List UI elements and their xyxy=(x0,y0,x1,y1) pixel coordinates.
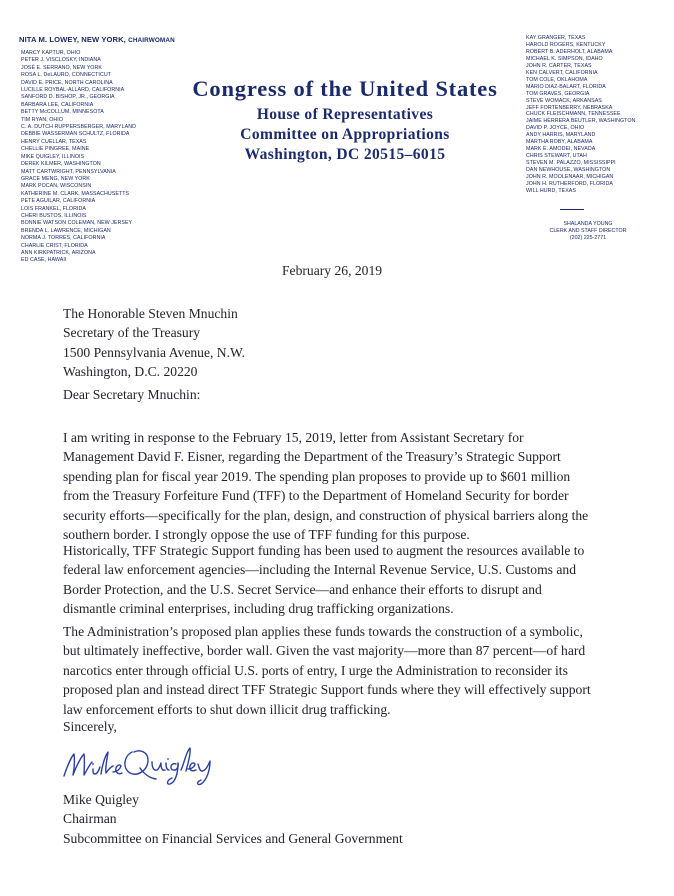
member-name: MIKE QUIGLEY, ILLINOIS xyxy=(21,153,85,160)
address-line: Washington, D.C. 20220 xyxy=(63,363,198,379)
paragraph-line: proposed plan and instead direct TFF Strategic Support funds where they will effectively support xyxy=(63,682,591,698)
paragraph-2 xyxy=(63,541,633,619)
member-name: MARIO DIAZ-BALART, FLORIDA xyxy=(526,83,606,90)
member-name: ANDY HARRIS, MARYLAND xyxy=(526,132,596,139)
member-name: LUCILLE ROYBAL-ALLARD, CALIFORNIA xyxy=(21,87,125,94)
member-name: BETTY McCOLLUM, MINNESOTA xyxy=(21,109,104,116)
clerk-title: CLERK AND STAFF DIRECTOR xyxy=(549,228,627,235)
chairwoman-line xyxy=(19,35,219,44)
letter-date: February 26, 2019 xyxy=(282,263,383,278)
member-name: MARK E. AMODEI, NEVADA xyxy=(526,146,596,153)
member-name: PETER J. VISCLOSKY, INDIANA xyxy=(21,57,101,64)
member-name: BONNIE WATSON COLEMAN, NEW JERSEY xyxy=(21,220,133,227)
member-name: STEVE WOMACK, ARKANSAS xyxy=(526,97,602,104)
paragraph-line: I am writing in response to the February 15, 2019, letter from Assistant Secretary for xyxy=(63,430,524,445)
signer-title: Chairman xyxy=(63,811,117,827)
member-name: KEN CALVERT, CALIFORNIA xyxy=(526,69,598,76)
address-line: The Honorable Steven Mnuchin xyxy=(63,306,238,321)
member-name: MARCY KAPTUR, OHIO xyxy=(21,50,81,56)
clerk-block xyxy=(526,221,650,243)
member-name: PETE AGUILAR, CALIFORNIA xyxy=(21,198,96,205)
recipient-address xyxy=(63,304,245,381)
closing: Sincerely, xyxy=(63,719,117,734)
paragraph-line: but ultimately ineffective, border wall. Given the vast majority—more than 87 percent—of hard xyxy=(63,643,586,659)
member-name: CHUCK FLEISCHMANN, TENNESSEE xyxy=(526,111,621,118)
paragraph-line: The Administration’s proposed plan applies these funds towards the construction of a symbolic, xyxy=(63,624,583,639)
member-name: ANN KIRKPATRICK, ARIZONA xyxy=(21,249,96,256)
paragraph-3 xyxy=(63,622,633,719)
member-name: C. A. DUTCH RUPPERSBERGER, MARYLAND xyxy=(21,124,136,131)
paragraph-line: Historically, TFF Strategic Support funding has been used to augment the resources available to xyxy=(63,543,585,558)
letterhead-masthead xyxy=(180,76,510,165)
member-name: HAROLD ROGERS, KENTUCKY xyxy=(526,41,606,48)
member-name: TOM GRAVES, GEORGIA xyxy=(526,90,590,97)
member-name: DAN NEWHOUSE, WASHINGTON xyxy=(526,167,611,174)
clerk-name: SHALANDA YOUNG xyxy=(563,220,613,227)
signer-name: Mike Quigley xyxy=(63,792,139,807)
chairwoman-title: CHAIRWOMAN xyxy=(128,37,175,44)
address-heading: Washington, DC 20515–6015 xyxy=(244,146,446,163)
member-name: KATHERINE M. CLARK, MASSACHUSETTS xyxy=(21,190,130,197)
salutation: Dear Secretary Mnuchin: xyxy=(63,387,201,402)
house-heading: House of Representatives xyxy=(256,106,434,123)
paragraph-1 xyxy=(63,428,633,544)
member-name: MATT CARTWRIGHT, PENNSYLVANIA xyxy=(21,168,116,175)
address-line: 1500 Pennsylvania Avenue, N.W. xyxy=(63,344,245,360)
paragraph-line: southern border. I strongly oppose the use of TFF funding for this purpose. xyxy=(63,527,470,543)
member-name: WILL HURD, TEXAS xyxy=(526,187,576,194)
member-name: SANFORD D. BISHOP, JR., GEORGIA xyxy=(21,94,115,101)
member-name: DAVID P. JOYCE, OHIO xyxy=(526,125,585,132)
member-name: STEVEN M. PALAZZO, MISSISSIPPI xyxy=(526,160,616,167)
member-name: GRACE MENG, NEW YORK xyxy=(21,175,90,182)
paragraph-line: Border Protection, and the U.S. Secret Service—and enhance their efforts to disrupt and xyxy=(63,581,542,597)
chairwoman-name: NITA M. LOWEY, NEW YORK, xyxy=(19,35,126,44)
paragraph-line: security efforts—specifically for the plan, design, and construction of physical barriers along the xyxy=(63,507,589,523)
member-name: HENRY CUELLAR, TEXAS xyxy=(21,138,87,145)
member-name: JEFF FORTENBERRY, NEBRASKA xyxy=(526,104,613,111)
member-name: JOHN R. CARTER, TEXAS xyxy=(526,62,592,69)
member-name: DEBBIE WASSERMAN SCHULTZ, FLORIDA xyxy=(21,131,130,138)
member-name: NORMA J. TORRES, CALIFORNIA xyxy=(21,235,106,242)
letterhead-right-column xyxy=(526,35,671,243)
paragraph-line: dismantle criminal enterprises, including drug trafficking organizations. xyxy=(63,601,454,617)
member-name: DEREK KILMER, WASHINGTON xyxy=(21,161,101,168)
signature-block xyxy=(63,790,403,848)
member-name: JOSÉ E. SERRANO, NEW YORK xyxy=(21,64,102,71)
member-name: LOIS FRANKEL, FLORIDA xyxy=(21,205,86,212)
congress-heading: Congress of the United States xyxy=(192,76,498,101)
committee-heading: Committee on Appropriations xyxy=(240,126,450,143)
handwritten-signature xyxy=(60,742,250,788)
member-name: CHRIS STEWART, UTAH xyxy=(526,153,587,160)
member-name: BRENDA L. LAWRENCE, MICHIGAN xyxy=(21,227,111,234)
member-name: TOM COLE, OKLAHOMA xyxy=(526,76,588,83)
member-name: ROSA L. DeLAURO, CONNECTICUT xyxy=(21,72,111,79)
member-name: MARK POCAN, WISCONSIN xyxy=(21,183,92,190)
paragraph-line: Management David F. Eisner, regarding the Department of the Treasury’s Strategic Support xyxy=(63,449,561,465)
member-name: CHELLIE PINGREE, MAINE xyxy=(21,146,90,153)
member-name: ED CASE, HAWAII xyxy=(21,257,67,264)
paragraph-line: law enforcement efforts to shut down illicit drug trafficking. xyxy=(63,701,391,717)
member-name: JAIME HERRERA BEUTLER, WASHINGTON xyxy=(526,118,636,125)
member-name: JOHN R. MOOLENAAR, MICHIGAN xyxy=(526,174,614,181)
member-name: CHERI BUSTOS, ILLINOIS xyxy=(21,212,87,219)
member-name: ROBERT B. ADERHOLT, ALABAMA xyxy=(526,48,613,55)
member-name: MARTHA ROBY, ALABAMA xyxy=(526,139,593,146)
paragraph-line: spending plan for fiscal year 2019. The spending plan proposes to provide up to $601 million xyxy=(63,468,571,484)
paragraph-line: federal law enforcement agencies—including the Internal Revenue Service, U.S. Customs and xyxy=(63,562,576,578)
paragraph-line: narcotics enter through official U.S. ports of entry, I urge the Administration to reconsider its xyxy=(63,662,568,678)
member-name: CHARLIE CRIST, FLORIDA xyxy=(21,242,88,249)
republican-member-list xyxy=(526,35,671,195)
member-name: TIM RYAN, OHIO xyxy=(21,116,63,123)
divider-rule xyxy=(560,209,584,210)
member-name: BARBARA LEE, CALIFORNIA xyxy=(21,101,94,108)
clerk-phone: (202) 225-2771 xyxy=(569,235,607,242)
paragraph-line: from the Treasury Forfeiture Fund (TFF) to the Department of Homeland Security for border xyxy=(63,488,569,504)
member-name: KAY GRANGER, TEXAS xyxy=(526,35,586,41)
member-name: MICHAEL K. SIMPSON, IDAHO xyxy=(526,55,603,62)
signer-subcommittee: Subcommittee on Financial Services and General Government xyxy=(63,830,403,846)
member-name: JOHN H. RUTHERFORD, FLORIDA xyxy=(526,181,613,188)
member-name: DAVID E. PRICE, NORTH CAROLINA xyxy=(21,79,113,86)
address-line: Secretary of the Treasury xyxy=(63,325,201,341)
